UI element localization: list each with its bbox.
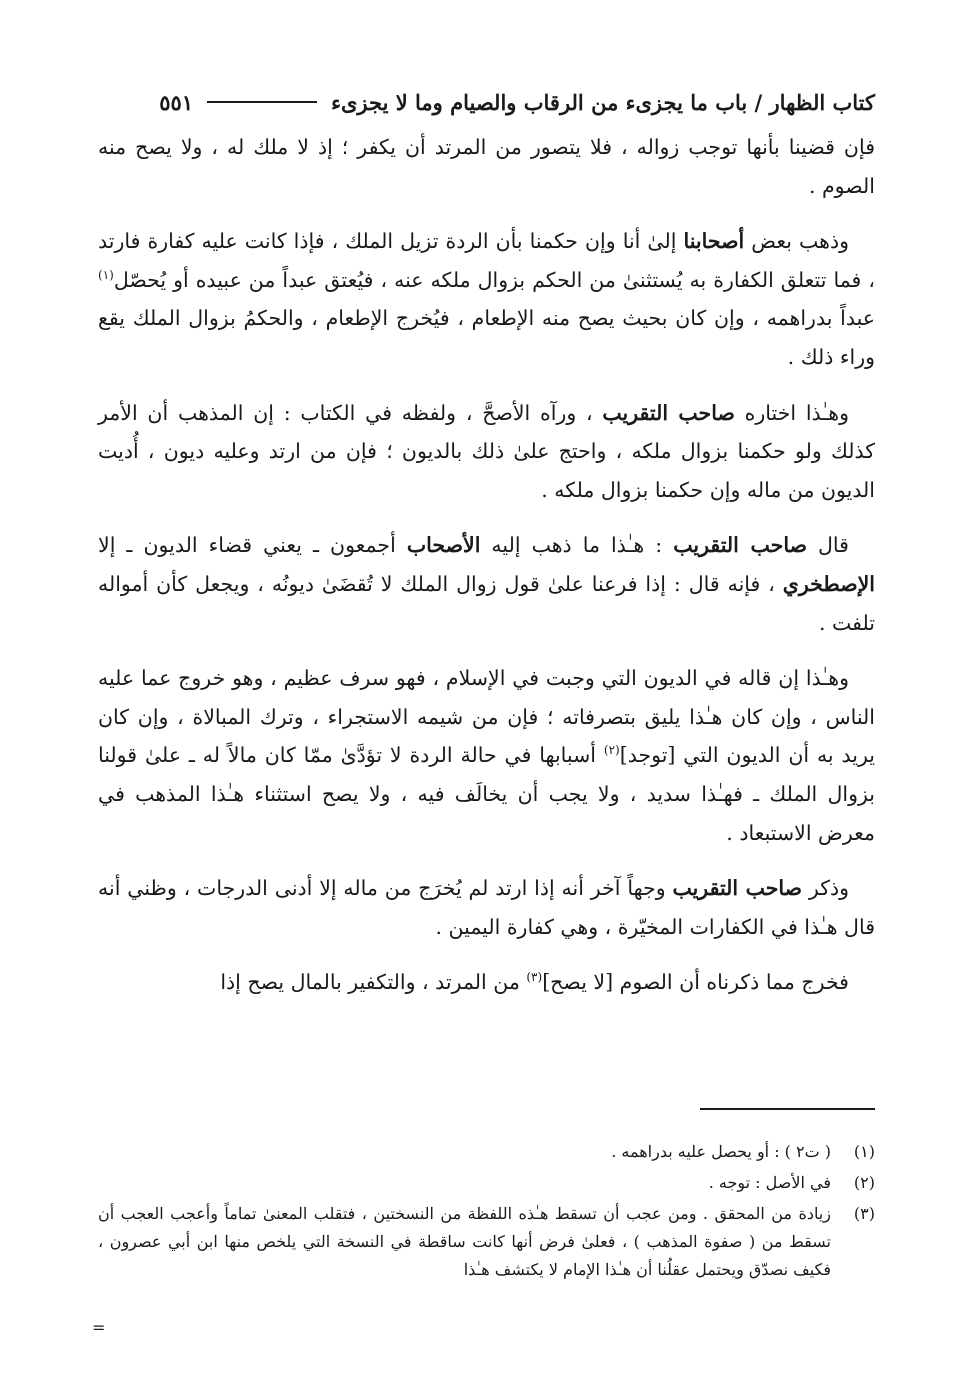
- footnote-ref: (٣): [526, 970, 543, 985]
- bold-term: صاحب التقريب: [673, 533, 807, 558]
- text-run: وذكر: [802, 876, 849, 901]
- footnote-text: ( ت٢ ) : أو يحصل عليه بدراهمه .: [611, 1142, 831, 1161]
- paragraph-2: [98, 222, 875, 376]
- bold-term: الإصطخري: [782, 571, 875, 596]
- footnote: [98, 1169, 875, 1197]
- text-run: : هـٰذا ما ذهب إليه: [480, 533, 674, 558]
- text-run: وجهاً آخر أنه إذا ارتد لم يُخرَج من ماله إلا أدنى الدرجات ، وظني أنه قال هـٰذا في الكفارات المخيّرة ، وهي كفارة اليمين .: [98, 876, 875, 939]
- footnote-ref: (١): [98, 267, 114, 282]
- footnote: [98, 1200, 875, 1284]
- footnote-number: (١): [853, 1142, 875, 1161]
- page-number: ٥٥١: [159, 89, 194, 115]
- paragraph-7: [98, 963, 875, 1002]
- bold-term: الأصحاب: [406, 533, 481, 558]
- text-run: أجمعون ـ يعني قضاء الديون ـ إلا: [98, 533, 407, 558]
- footnote-text: في الأصل : توجه .: [708, 1173, 831, 1192]
- text-run: عبداً بدراهمه ، وإن كان بحيث يصح منه الإطعام ، فيُخرج الإطعام ، والحكمُ بزوال الملك يقع وراء ذلك .: [98, 306, 875, 369]
- text-run: فخرج مما ذكرناه أن الصوم [لا يصح]: [542, 970, 849, 995]
- text-run: من المرتد ، والتكفير بالمال يصح إذا: [220, 970, 527, 995]
- paragraph-1: [98, 128, 875, 205]
- paragraph-3: [98, 394, 875, 510]
- paragraph-text: فإن قضينا بأنها توجب زواله ، فلا يتصور من المرتد أن يكفر ؛ إذ لا ملك له ، ولا يصح منه الصوم .: [98, 135, 875, 198]
- text-run: وهـٰذا إن قاله في الديون التي وجبت في الإسلام ، فهو سرف عظيم ، وهو خروج عما عليه الناس ، وإن كان هـٰذا يليق بتصرفاته ؛ فإن من شيمه الاستجراء ، وترك المبالاة ، وإن كان يريد به أن الديون التي [توجد]: [98, 666, 875, 768]
- footnotes: [98, 1138, 875, 1287]
- text-run: قال: [807, 533, 849, 558]
- header-title: كتاب الظهار / باب ما يجزىء من الرقاب والصيام وما لا يجزىء: [331, 89, 875, 115]
- main-text: [98, 128, 875, 1019]
- bold-term: صاحب التقريب: [672, 876, 803, 901]
- paragraph-6: [98, 869, 875, 946]
- text-run: وهـٰذا اختاره: [734, 400, 849, 425]
- text-run: ، فإنه قال : إذا فرعنا علىٰ قول زوال الملك لا تُقضَىٰ ديونُه ، ويجعل كأن أمواله تلفت .: [98, 571, 875, 635]
- running-header: [100, 84, 875, 120]
- footnote: [98, 1138, 875, 1166]
- text-run: ، ورآه الأصحَّ ، ولفظه في الكتاب : إن المذهب أن الأمر كذلك ولو حكمنا بزوال ملكه ، واحتج علىٰ ذلك بالديون ؛ فإن من ارتد وعليه ديون ، أُديت الديون من ماله وإن حكمنا بزوال ملكه .: [98, 400, 875, 502]
- paragraph-5: [98, 659, 875, 852]
- footnote-number: (٣): [853, 1204, 875, 1223]
- text-run: إلىٰ أنا وإن حكمنا بأن الردة تزيل الملك ، فإذا كانت عليه كفارة فارتد ، فما تتعلق الكفارة به يُستثنىٰ من الحكم بزوال ملكه عنه ، فيُعتق عبداً من عبيده أو يُحصّل: [98, 229, 875, 292]
- header-rule: [207, 101, 317, 103]
- continuation-mark: =: [92, 1318, 106, 1337]
- text-run: وذهب بعض: [744, 229, 849, 254]
- footnote-number: (٢): [853, 1173, 875, 1192]
- footnote-separator: [700, 1108, 875, 1110]
- text-run: أسبابها في حالة الردة لا تؤدَّىٰ ممّا كان مالاً له ـ علىٰ قولنا بزوال الملك ـ فهـٰذا سديد ، ولا يجب أن يخالَف فيه ، ولا يصح استثناء هـٰذا المذهب في معرض الاستبعاد .: [98, 743, 875, 845]
- footnote-text: زيادة من المحقق . ومن عجب أن تسقط هـٰذه اللفظة من النسختين ، فتقلب المعنىٰ تماماً وأعجب العجب أن تسقط من ( صفوة المذهب ) ، فعلىٰ فرض أنها كانت ساقطة في النسخة التي يلخص منها ابن أبي عصرون ، فكيف نصدّق ويحتمل عقلُنا أن هـٰذا الإمام لا يكتشف هـٰذا: [98, 1204, 832, 1279]
- paragraph-4: [98, 526, 875, 642]
- bold-term: أصحابنا: [683, 229, 745, 254]
- bold-term: صاحب التقريب: [602, 400, 735, 425]
- footnote-ref: (٢): [603, 743, 620, 758]
